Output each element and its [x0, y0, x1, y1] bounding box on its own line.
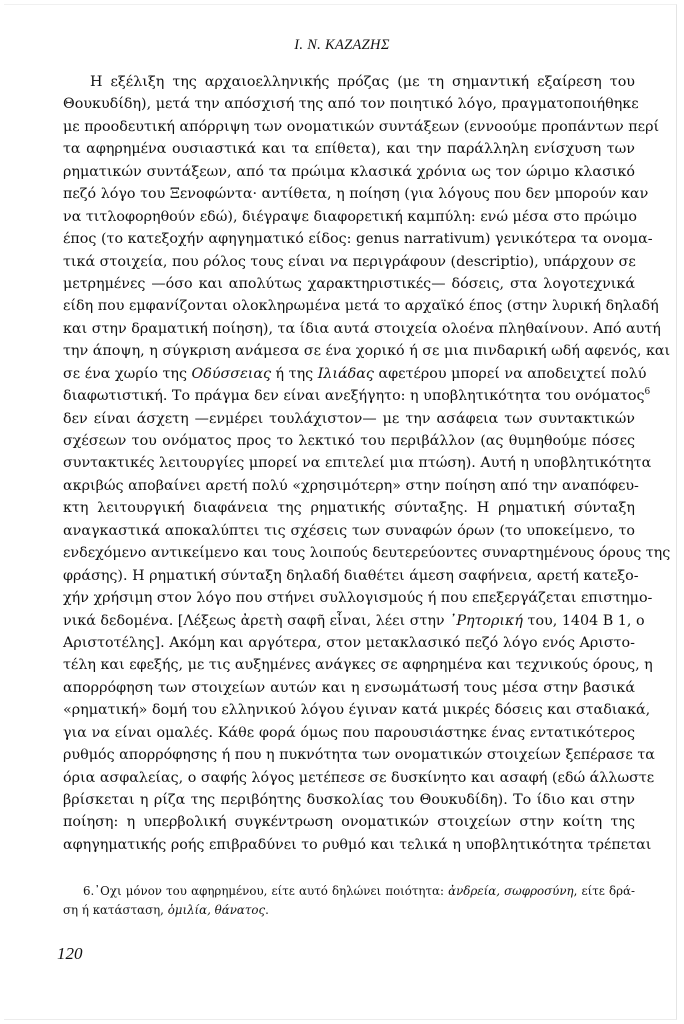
- text-fragment: ση ή κατάσταση,: [63, 903, 168, 917]
- text-line: ακριβώς αποβαίνει αρετή πολύ «χρησιμότερη» στην ποίηση από την αναπόφευ-: [63, 477, 639, 494]
- text-line: [63, 363, 647, 385]
- text-fragment: σε ένα χωρίο της: [63, 365, 192, 382]
- text-fragment: διαφωτιστική. Το πράγμα δεν είναι ανεξήγητο: η υποβλητικότητα του ονόματος: [63, 388, 645, 405]
- text-fragment: ή της: [271, 365, 318, 382]
- text-line: τικά στοιχεία, που ρόλος τους είναι να περιγράφουν (descriptio), υπάρχουν σε: [63, 253, 636, 270]
- text-line: και στην δραματική ποίηση), τα ίδια αυτά στοιχεία ολοένα πληθαίνουν. Από αυτή: [63, 320, 661, 337]
- text-line: ποίηση: η υπερβολική συγκέντρωση ονοματικών στοιχείων στην κοίτη της: [63, 814, 635, 831]
- text-line: «ρηματική» δομή του ελληνικού λόγου έγιναν κατά μικρές δόσεις και σταδιακά,: [63, 702, 651, 719]
- text-line: Η εξέλιξη της αρχαιοελληνικής πρόζας (με τη σημαντική εξαίρεση του: [90, 74, 635, 90]
- text-line: δεν είναι άσχετη —ενμέρει τουλάχιστον— με την ασάφεια των συντακτικών: [63, 410, 635, 427]
- footnote-reference[interactable]: 6: [644, 387, 651, 398]
- footnote-number: 6.: [83, 884, 95, 898]
- text-line: Αριστοτέλης]. Ακόμη και αργότερα, στον μετακλασικό πεζό λόγο ενός Αριστο-: [63, 634, 635, 651]
- text-line: κτη λειτουργική διαφάνεια της ρηματικής σύνταξης. Η ρηματική σύνταξη: [63, 500, 635, 517]
- text-fragment: του, 1404 Β 1, ο: [522, 612, 645, 629]
- text-line: χήν χρήσιμη στον λόγο που στήνει συλλογισμούς ή που επεξεργάζεται επιστημο-: [63, 590, 653, 607]
- text-line: ενδεχόμενο αντικείμενο και τους λοιπούς δευτερεύοντες συναρτημένους όρους της: [63, 545, 671, 562]
- text-fragment: ᾿Οχι μόνον του αφηρημένου, είτε αυτό δηλώνει ποιότητα:: [94, 884, 449, 898]
- text-line: [63, 385, 651, 407]
- footnote-examples: ὁμιλία, θάνατος: [167, 903, 266, 917]
- text-line: τέλη και εφεξής, με τις αυξημένες ανάγκες σε αφηρημένα και τεχνικούς όρους, η: [63, 657, 653, 674]
- text-line: [63, 610, 645, 632]
- text-line: για να είναι ομαλές. Κάθε φορά όμως που παρουσιάστηκε ένας εντατικότερος: [63, 724, 635, 741]
- text-line: σχέσεων του ονόματος προς το λεκτικό του περιβάλλον (ας θυμηθούμε πόσες: [63, 433, 635, 449]
- text-line: φράσης). Η ρηματική σύνταξη δηλαδή διαθέτει άμεση σαφήνεια, αρετή κατεξο-: [63, 567, 639, 584]
- work-title-rhetoric: ᾿Ρητορική: [449, 612, 523, 629]
- footnote-examples: ἀνδρεία, σωφροσύνη: [448, 884, 574, 898]
- running-head: I. N. ΚΑΖΑΖΗΣ: [294, 37, 390, 53]
- text-fragment: .: [265, 903, 269, 917]
- text-line: τα αφηρημένα ουσιαστικά και τα επίθετα), και την παράλληλη ενίσχυση των: [63, 141, 635, 158]
- text-line: μετρημένες —όσο και απολύτως χαρακτηριστικές— δόσεις, στα λογοτεχνικά: [63, 275, 635, 292]
- text-line: αφηγηματικής ροής επιβραδύνει το ρυθμό και τελικά η υποβλητικότητα τρέπεται: [63, 836, 652, 853]
- text-line: είδη που εμφανίζονται ολοκληρωμένα μετά το αρχαϊκό έπος (στην λυρική δηλαδή: [63, 298, 659, 315]
- work-title-odyssey: Οδύσσειας: [191, 365, 272, 382]
- text-line: Θουκυδίδη), μετά την απόσχισή της από τον ποιητικό λόγο, πραγματοποιήθηκε: [63, 96, 639, 113]
- text-line: πεζό λόγο του Ξενοφώντα· αντίθετα, η ποίηση (για λόγους που δεν μπορούν καν: [63, 186, 649, 203]
- text-line: βρίσκεται η ρίζα της περιβόητης δυσκολίας του Θουκυδίδη). Το ίδιο και στην: [63, 792, 635, 808]
- text-line: να τιτλοφορηθούν εδώ), διέγραψε διαφορετική καμπύλη: ενώ μέσα στο πρώιμο: [63, 208, 637, 225]
- text-line: ρηματικών συντάξεων, από τα πρώιμα κλασικά χρόνια ως τον ώριμο κλασικό: [63, 163, 635, 180]
- page-number: 120: [57, 944, 83, 963]
- text-line: συντακτικές λειτουργίες μπορεί να επιτελεί μια πτώση). Αυτή η υποβλητικότητα: [63, 455, 652, 472]
- work-title-iliad: Ιλιάδας: [317, 365, 374, 382]
- text-fragment: νικά δεδομένα. [Λέξεως ἀρετὴ σαφῆ εἶναι, λέει στην: [63, 612, 450, 629]
- footnote-line: [63, 882, 635, 901]
- text-line: έπος (το κατεξοχήν αφηγηματικό είδος: genus narrativum) γενικότερα τα ονομα-: [63, 231, 653, 248]
- text-line: απορρόφηση των στοιχείων αυτών και η ενσωμάτωσή τους μέσα στην βασικά: [63, 679, 635, 696]
- text-line: την άποψη, η σύγκριση ανάμεσα σε ένα χορικό ή σε μια πινδαρική ωδή αφενός, και: [63, 343, 671, 360]
- text-fragment: αφετέρου μπορεί να αποδειχτεί πολύ: [373, 365, 647, 382]
- footnote-line: [63, 901, 635, 920]
- text-line: αναγκαστικά αποκαλύπτει τις σχέσεις των συναφών όρων (το υποκείμενο, το: [63, 522, 635, 539]
- text-line: ρυθμός απορρόφησης ή που η πυκνότητα των ονοματικών στοιχείων ξεπέρασε τα: [63, 747, 655, 764]
- footnote: [63, 882, 635, 920]
- text-fragment: , είτε δρά-: [573, 884, 636, 898]
- text-line: με προοδευτική απόρριψη των ονοματικών συντάξεων (εννοούμε προπάντων περί: [63, 118, 660, 135]
- text-line: όρια ασφαλείας, ο σαφής λόγος μετέπεσε σε δυσκίνητο και ασαφή (εδώ άλλωστε: [63, 769, 655, 786]
- body-paragraph: [63, 71, 671, 856]
